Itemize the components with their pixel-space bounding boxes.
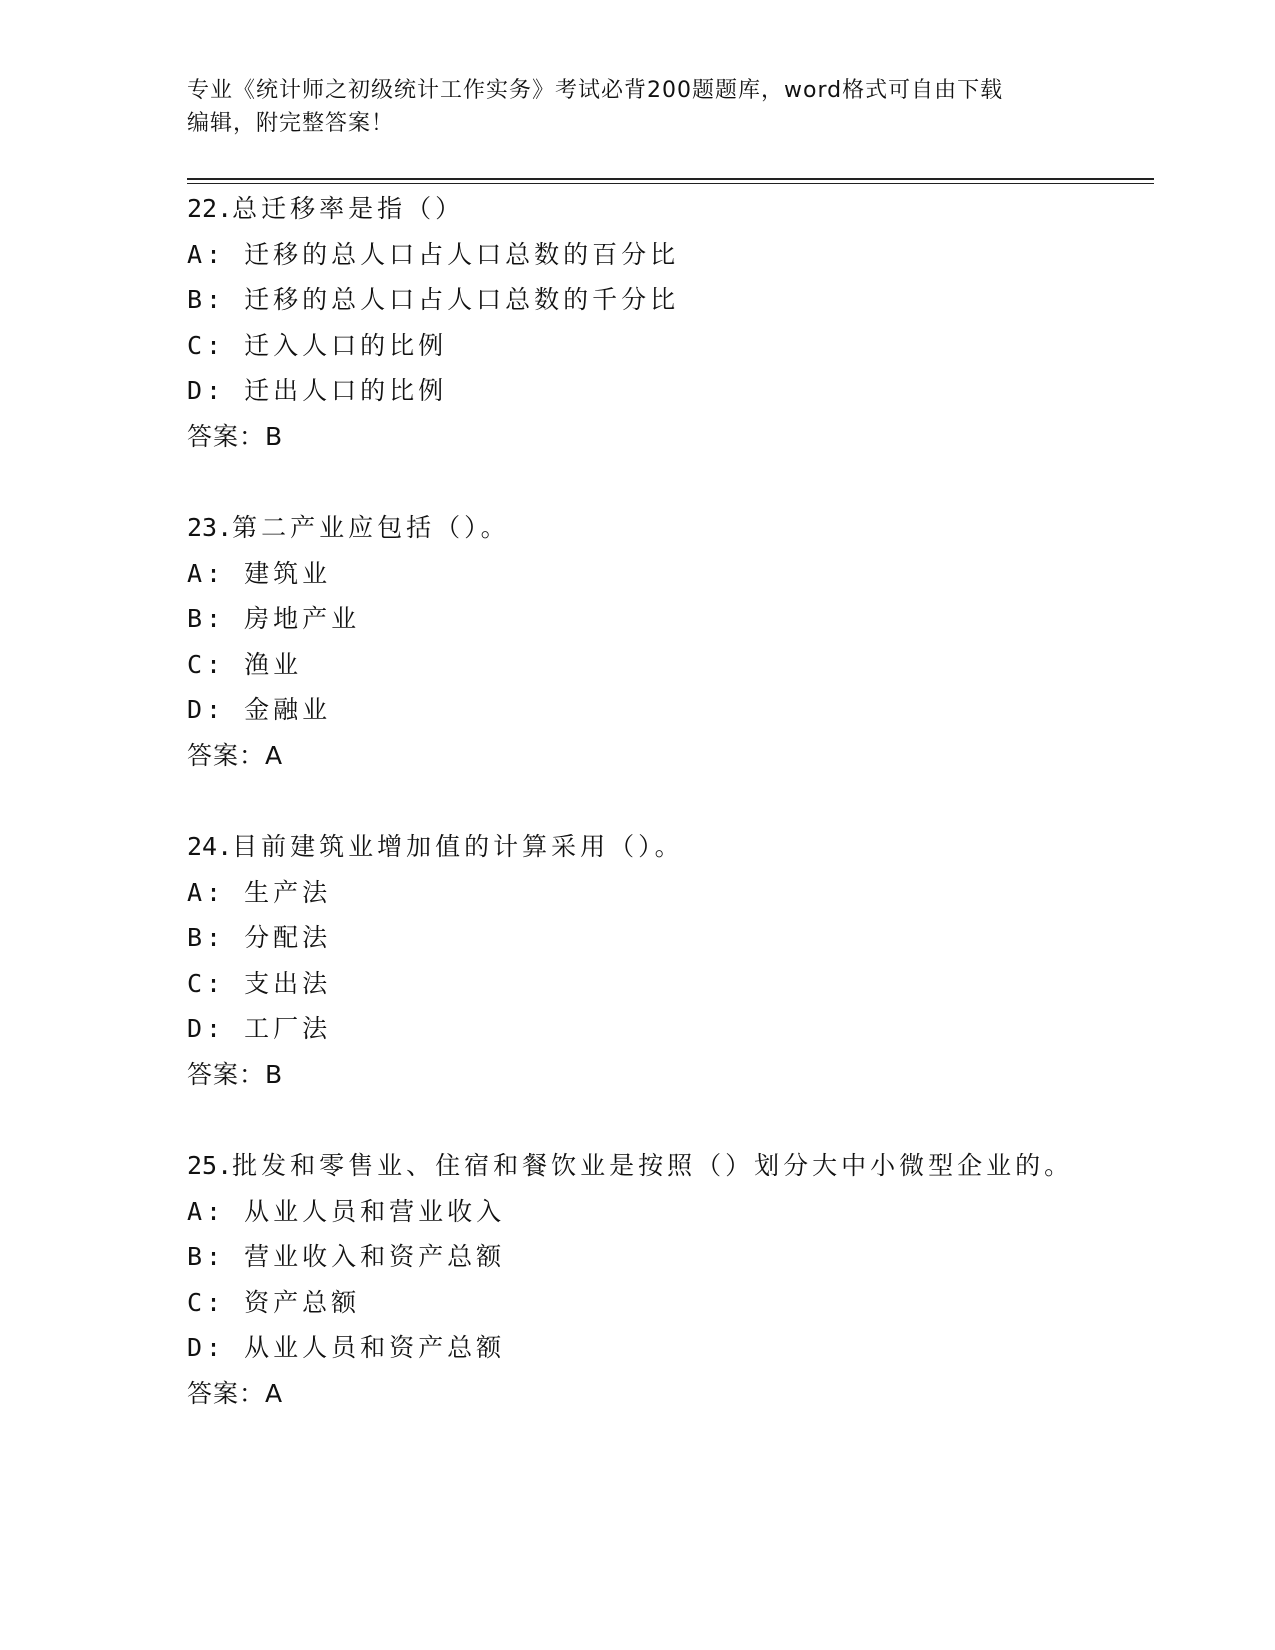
option-text: 从业人员和营业收入	[244, 1196, 506, 1226]
option-text: 房地产业	[244, 604, 361, 634]
question-text: 目前建筑业增加值的计算采用（）。	[232, 832, 684, 861]
option-text: 营业收入和资产总额	[244, 1242, 506, 1272]
question-24	[187, 824, 1147, 1098]
question-22	[187, 186, 1147, 460]
option-b	[187, 1234, 1147, 1280]
option-d	[187, 1325, 1147, 1371]
answer-label: 答案：	[187, 740, 266, 770]
answer-label: 答案：	[187, 1378, 266, 1408]
option-key: B:	[187, 1242, 226, 1272]
option-key: A:	[187, 239, 226, 269]
question-25	[187, 1143, 1147, 1417]
option-key: B:	[187, 285, 226, 315]
option-key: B:	[187, 604, 226, 634]
answer-label: 答案：	[187, 421, 266, 451]
option-key: B:	[187, 923, 226, 953]
option-text: 建筑业	[244, 558, 332, 588]
answer-value: B	[265, 421, 284, 451]
option-text: 分配法	[244, 923, 332, 953]
question-text: 批发和零售业、住宿和餐饮业是按照（）划分大中小微型企业的。	[232, 1151, 1074, 1180]
option-text: 支出法	[244, 968, 332, 998]
option-b	[187, 596, 1147, 642]
answer-line	[187, 733, 1147, 779]
option-text: 资产总额	[244, 1287, 361, 1317]
option-d	[187, 687, 1147, 733]
question-text: 第二产业应包括（）。	[232, 513, 510, 542]
answer-value: B	[265, 1059, 284, 1089]
option-text: 迁移的总人口占人口总数的百分比	[244, 239, 680, 269]
option-text: 工厂法	[244, 1014, 332, 1044]
option-key: C:	[187, 330, 226, 360]
header-line-1: 专业《统计师之初级统计工作实务》考试必背200题题库，word格式可自由下载	[187, 78, 1004, 103]
option-b	[187, 277, 1147, 323]
option-a	[187, 232, 1147, 278]
header-divider-thick	[187, 178, 1154, 180]
option-key: C:	[187, 1287, 226, 1317]
answer-line	[187, 1371, 1147, 1417]
option-text: 迁移的总人口占人口总数的千分比	[244, 285, 680, 315]
question-number: 23.	[187, 513, 233, 542]
answer-value: A	[265, 740, 284, 770]
question-stem	[187, 186, 1147, 232]
question-23	[187, 505, 1147, 779]
option-d	[187, 368, 1147, 414]
question-stem	[187, 824, 1147, 870]
option-a	[187, 1189, 1147, 1235]
answer-line	[187, 1052, 1147, 1098]
answer-label: 答案：	[187, 1059, 266, 1089]
option-key: D:	[187, 695, 226, 725]
option-b	[187, 915, 1147, 961]
option-text: 从业人员和资产总额	[244, 1333, 506, 1363]
option-a	[187, 870, 1147, 916]
answer-value: A	[265, 1378, 284, 1408]
question-stem	[187, 1143, 1147, 1189]
option-key: D:	[187, 376, 226, 406]
header-divider-thin	[187, 183, 1154, 184]
option-key: A:	[187, 877, 226, 907]
option-c	[187, 642, 1147, 688]
question-number: 22.	[187, 194, 233, 223]
question-number: 24.	[187, 832, 233, 861]
option-d	[187, 1006, 1147, 1052]
header-line-2: 编辑，附完整答案！	[187, 111, 395, 136]
answer-line	[187, 414, 1147, 460]
question-stem	[187, 505, 1147, 551]
option-key: C:	[187, 968, 226, 998]
question-number: 25.	[187, 1151, 233, 1180]
option-a	[187, 551, 1147, 597]
option-key: A:	[187, 1196, 226, 1226]
option-key: A:	[187, 558, 226, 588]
option-text: 迁入人口的比例	[244, 330, 448, 360]
option-key: D:	[187, 1014, 226, 1044]
option-text: 渔业	[244, 649, 303, 679]
option-key: D:	[187, 1333, 226, 1363]
option-text: 生产法	[244, 877, 332, 907]
option-key: C:	[187, 649, 226, 679]
option-text: 金融业	[244, 695, 332, 725]
document-header	[187, 74, 1087, 140]
option-c	[187, 323, 1147, 369]
option-c	[187, 1280, 1147, 1326]
question-text: 总迁移率是指（）	[232, 194, 465, 223]
option-text: 迁出人口的比例	[244, 376, 448, 406]
option-c	[187, 961, 1147, 1007]
